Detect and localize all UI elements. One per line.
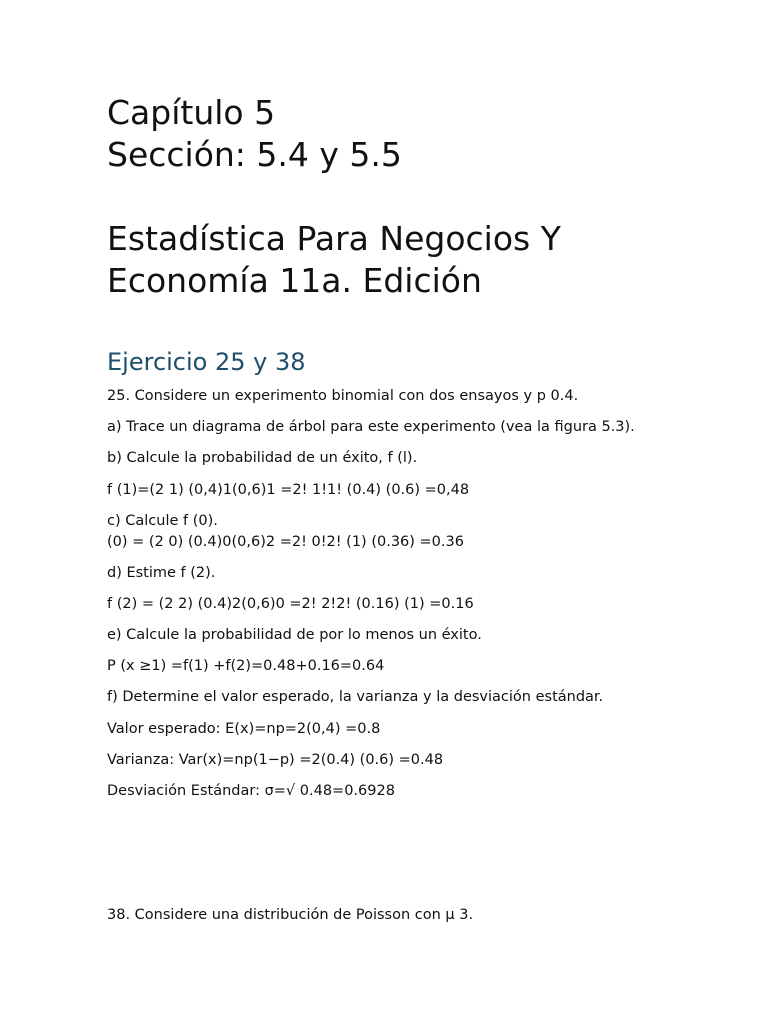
exercise-25-statement: 25. Considere un experimento binomial con dos ensayos y p 0.4. [107, 388, 579, 404]
part-d-question: d) Estime f (2). [107, 565, 216, 581]
part-f-question: f) Determine el valor esperado, la varianza y la desviación estándar. [107, 689, 604, 705]
part-d-answer: f (2) = (2 2) (0.4)2(0,6)0 =2! 2!2! (0.16) (1) =0.16 [107, 596, 474, 612]
expected-value-answer: Valor esperado: E(x)=np=2(0,4) =0.8 [107, 721, 381, 737]
std-deviation-answer: Desviación Estándar: σ=√ 0.48=0.6928 [107, 783, 395, 799]
part-c-question: c) Calcule f (0). [107, 513, 218, 529]
part-a-question: a) Trace un diagrama de árbol para este experimento (vea la figura 5.3). [107, 419, 635, 435]
part-c-answer: (0) = (2 0) (0.4)0(0,6)2 =2! 0!2! (1) (0.36) =0.36 [107, 534, 464, 550]
exercise-heading: Ejercicio 25 y 38 [107, 348, 306, 376]
section-title: Sección: 5.4 y 5.5 [107, 135, 402, 174]
variance-answer: Varianza: Var(x)=np(1−p) =2(0.4) (0.6) =0.48 [107, 752, 444, 768]
book-title-line-2: Economía 11a. Edición [107, 261, 482, 300]
exercise-38-statement: 38. Considere una distribución de Poisson con μ 3. [107, 907, 474, 923]
part-e-answer: P (x ≥1) =f(1) +f(2)=0.48+0.16=0.64 [107, 658, 385, 674]
chapter-title: Capítulo 5 [107, 93, 276, 132]
book-title-line-1: Estadística Para Negocios Y [107, 219, 561, 258]
part-b-question: b) Calcule la probabilidad de un éxito, f (l). [107, 450, 418, 466]
part-b-answer: f (1)=(2 1) (0,4)1(0,6)1 =2! 1!1! (0.4) (0.6) =0,48 [107, 482, 470, 498]
part-e-question: e) Calcule la probabilidad de por lo menos un éxito. [107, 627, 482, 643]
